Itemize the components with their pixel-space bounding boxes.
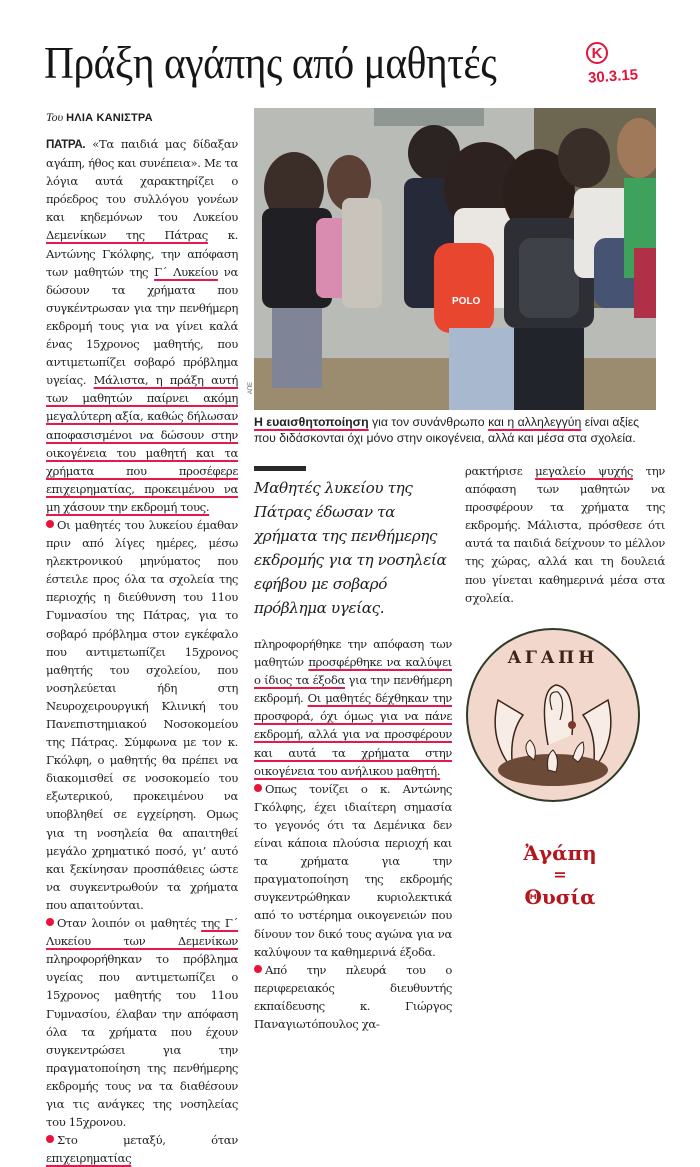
highlight: Δεμενίκων της Πάτρας [46,228,208,243]
pullquote-bar [254,466,306,471]
red-backpack [434,243,494,333]
highlight: της Γ΄ Λυκείου των Δεμενίκων [46,916,238,949]
text: πληροφορήθηκαν το πρόβλημα υγείας που αντιμετωπίζει ο 15χρονος μαθητής του 11ου Γυμνασίου, έλαβαν την απόφαση όλα τα χρήματα που έχουν συγκεντρώσει για την πραγματοποίηση της πενθήμερης εκδρομής τους να τα διαθέσουν για τις ανάγκες της νοσηλείας του 15χρονου. [46,952,238,1130]
text: Από την πλευρά του ο περιφερειακός διευθυντής εκπαίδευσης κ. Γιώργος Παναγιωτόπουλος χα- [254,962,452,1031]
photo-credit: ΑΠΕ [248,381,255,395]
annotation-line-2: Θυσία [524,885,596,909]
text: Στο μεταξύ, όταν [57,1133,238,1148]
highlight: μεγαλείο ψυχής [535,464,633,478]
left-column [46,135,238,1167]
paragraph [465,462,665,607]
stamp-letter: K [591,44,603,62]
paragraph [46,1131,238,1167]
text: κ. Αντώνης Γκόλφης, την απόφαση των μαθητών της [46,228,238,279]
dateline: ΠΑΤΡΑ. [46,138,86,151]
pelican-feeding-young-icon [468,630,638,800]
emblem-title: ΑΓΑΠΗ [507,648,599,668]
text: «Τα παιδιά μας δίδαξαν αγάπη, ήθος και συνέπεια». Με τα λόγια αυτά χαρακτηρίζει ο πρόεδρος του συλλόγου γονέων και κηδεμόνων του Λυκείου [46,137,239,225]
paragraph [254,780,452,961]
students-photo [254,108,656,410]
paragraph-intro [46,135,238,516]
middle-column [254,635,452,1033]
highlight: Μάλιστα, η πράξη αυτή των μαθητών παίρνει ακόμη μεγαλύτερη αξία, καθώς δήλωσαν αποφασισμένοι να δώσουν στην οικογένεια του μαθητή και τα χρήματα που προσέφερε επιχειρηματίας, προκειμένου να μη χάσουν την εκδρομή τους. [46,373,238,514]
text: να δώσουν τα χρήματα που συγκέντρωσαν για την πενθήμερη εκδρομή τους για να γίνει καλά ένας 15χρονος μαθητής, που αντιμετωπίζει σοβαρό πρόβλημα υγείας. [46,264,238,388]
handwritten-date: 30.3.15 [587,66,639,87]
annotation-equals: = [553,865,567,884]
text: Οπως τονίζει ο κ. Αντώνης Γκόλφης, έχει ιδιαίτερη σημασία το γεγονός ότι τα Δεμένικα δεν είναι κάποια πλούσια περιοχή και τα χρήματα για την πραγματοποίηση της εκδρομής συγκεντρώθηκαν κυριολεκτικά από το υστέρημα οικογενειών που δίνουν τον δικό τους αγώνα για να καλύψουν τα καθημερινά έξοδα. [254,781,452,959]
bullet-icon [46,918,54,926]
agape-emblem [466,628,640,802]
text: ρακτήρισε [465,464,536,478]
highlight: Γ΄ Λυκείου [154,264,218,279]
text: Οι μαθητές του λυκείου έμαθαν πριν από λίγες ημέρες, μέσω ηλεκτρονικού μηνύματος που έστειλε προς όλα τα σχολεία της περιοχής η διεύθυνση του 11ου Γυμνασίου της Πάτρας, για το σοβαρό πρόβλημα στον εγκέφαλο που αντιμετωπίζει 15χρονος μαθητής του σχολείου, που νοσηλεύεται ήδη στη Νευροχειρουργική Κλινική του Πανεπιστημιακού Νοσοκομείου της Πάτρας. Σύμφωνα με τον κ. Γκόλφη, ο μαθητής θα πρέπει να διακομισθεί σε νοσοκομείο του εξωτερικού, προκειμένου να υποβληθεί σε εγχείρηση. Ομως για τη νοσηλεία θα απαιτηθεί μεγάλο χρηματικό ποσό, γι’ αυτό και ξεκίνησαν προσπάθειες ώστε να συγκεντρωθούν τα χρήματα που απαιτούνται. [46,517,238,912]
byline [46,110,153,125]
handwritten-annotation [490,840,630,910]
bullet-icon [46,1135,54,1143]
photo-caption [254,414,664,446]
highlight: προσφέρθηκε να καλύψει ο ίδιος τα έξοδα [254,655,452,688]
bullet-icon [46,520,54,528]
text: για την πενθήμερη εκδρομή. [254,673,452,706]
text: πληροφορήθηκε την απόφαση των μαθητών [254,637,452,670]
bullet-icon [254,784,262,792]
text: την απόφαση των μαθητών να προσφέρουν τα χρήματα της εκδρομής. Μάλιστα, πρόσθεσε ότι αυτά τα παιδιά δείχνουν το μέλλον της χώρας, αλλά και τη δουλειά που γίνεται καθημερινά μέσα στα σχολεία. [465,464,665,605]
caption-lead: Η ευαισθητοποίηση [254,415,369,429]
pullquote: Μαθητές λυκείου της Πάτρας έδωσαν τα χρήματα της πενθήμερης εκδρομής για τη νοσηλεία εφήβου με σοβαρό πρόβλημα υγείας. [254,479,447,617]
text: Οταν λοιπόν οι μαθητές [57,916,202,931]
highlight: Οι μαθητές δέχθηκαν την προσφορά, όχι όμως για να πάνε εκδρομή, αλλά για να προσφέρουν και αυτά τα χρήματα στην οικογένεια του ανήλικου μαθητή. [254,691,453,778]
bullet-icon [254,965,262,973]
paragraph [46,914,238,1131]
right-column [465,462,665,607]
highlight: επιχειρηματίας [46,1151,132,1166]
annotation-line-1: Ἀγάπη [523,841,597,865]
byline-author: ΗΛΙΑ ΚΑΝΙΣΤΡΑ [66,112,153,124]
text: για τον συνάνθρωπο [368,415,489,429]
students-photo-illustration [254,108,656,410]
bag-label: POLO [452,296,481,307]
paragraph [46,516,238,914]
text: είναι αξίες που διδάσκονται όχι μόνο στην οικογένεια, αλλά και μέσα στα σχολεία. [254,415,640,445]
k-stamp-icon [586,42,608,64]
highlight: και η αλληλεγγύη [488,415,582,429]
paragraph [254,635,452,780]
headline: Πράξη αγάπης από μαθητές [44,37,497,88]
byline-prefix: Του [46,110,64,124]
